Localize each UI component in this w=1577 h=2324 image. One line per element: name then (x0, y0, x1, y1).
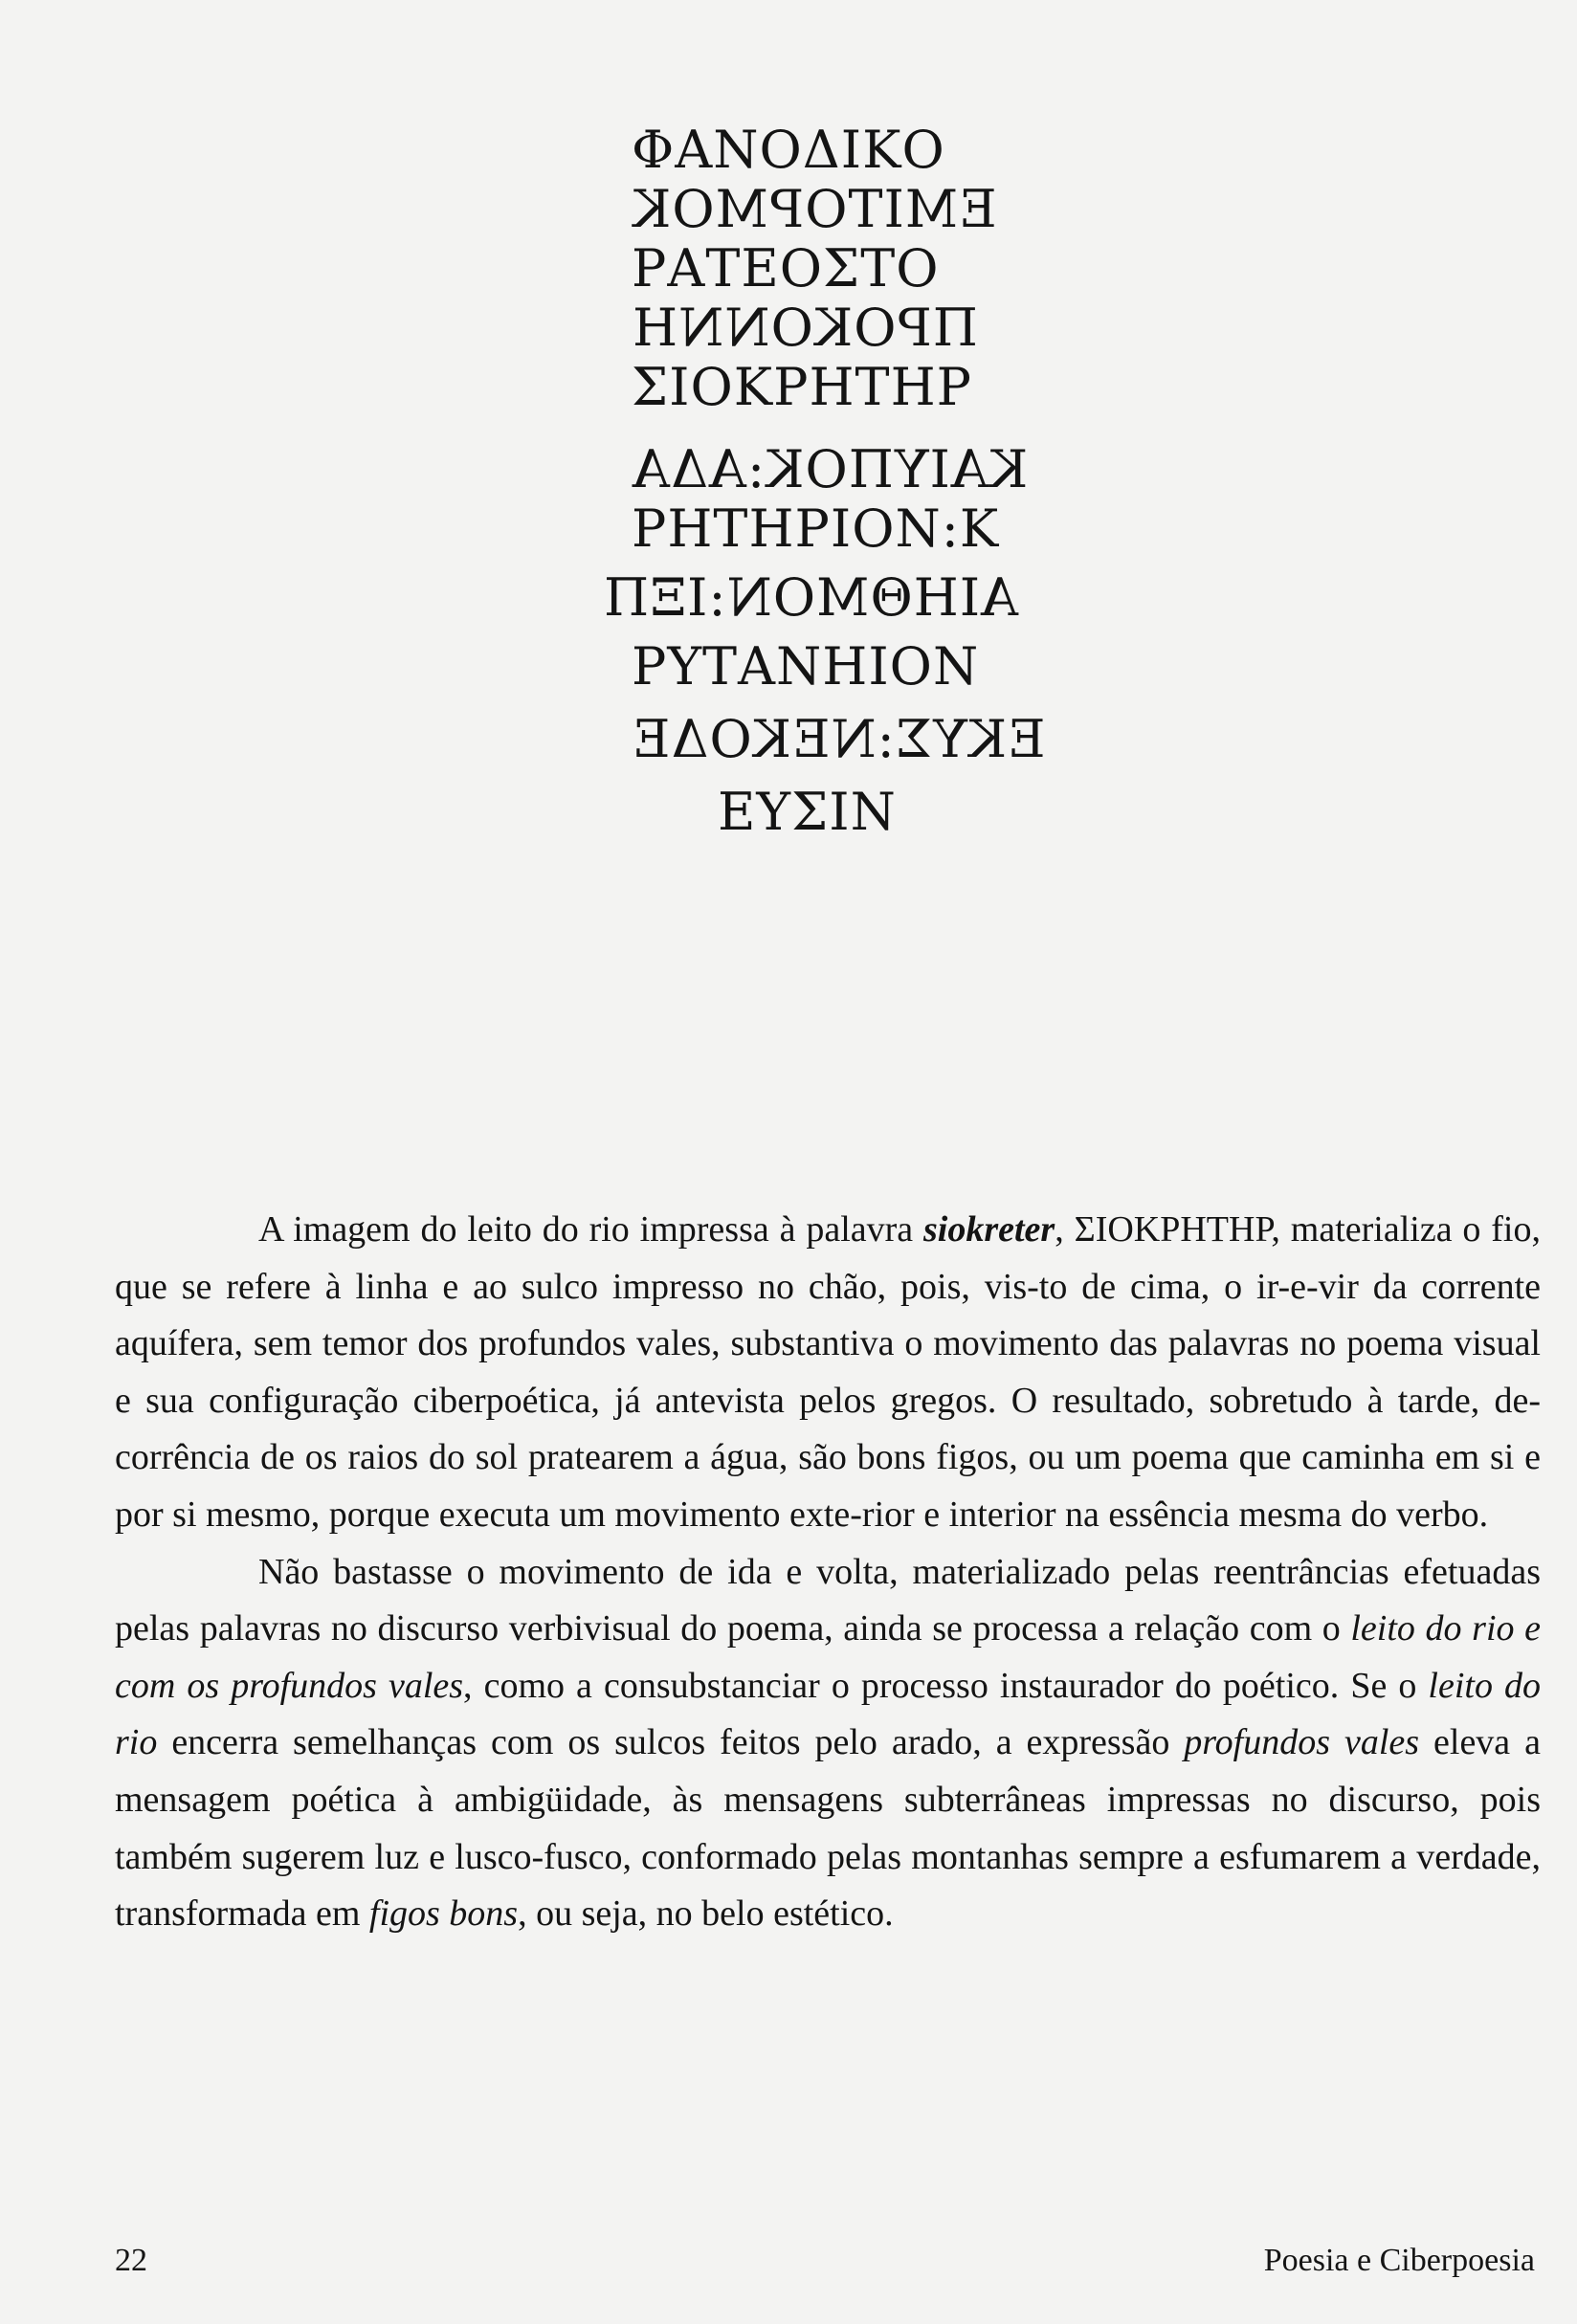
poem-line-11: ΕΥΣΙΝ (718, 782, 897, 842)
body-text (115, 1202, 1541, 1943)
term-siokreter: siokreter (923, 1209, 1055, 1250)
page-number: 22 (115, 2243, 147, 2278)
poem-line-7: ΡΗΤΗΡΙΟΝ:Κ (632, 498, 1000, 559)
poem-line-2: ΕΜΙΤΟΡΜΟΚ (632, 179, 997, 239)
poem-line-8: ΑΙΗΘΜΟΝ:ΙΞΠ (603, 567, 1019, 628)
poem-line-1: ΦΑΝΟΔΙΚΟ (632, 120, 945, 180)
poem-line-10: ΕΚΥΣ:ΝΕΚΟΔΕ (632, 709, 1046, 769)
poem-line-5: ΣΙΟΚΡΗΤΗΡ (632, 357, 972, 417)
poem-line-9: ΡΥΤΑΝΗΙΟΝ (632, 636, 980, 697)
paragraph-2: Não bastasse o movimento de ida e volta, materializado pelas reentrâncias efetuadas pelas palavras no discurso verbivisual do poema, ainda se processa a relação com o leito do rio e com os profundos vales, como a consubstanciar o processo instaurador do poético. Se o leito do rio encerra semelhanças com os sulcos feitos pelo arado, a expressão profundos vales eleva a mensagem poética à ambigüidade, às mensagens subterrâneas impressas no discurso, pois também sugerem luz e lusco-fusco, conformado pelas montanhas sempre a esfumarem a verdade, transformada em figos bons, ou seja, no belo estético. (115, 1551, 1542, 1935)
paragraph-1: A imagem do leito do rio impressa à palavra siokreter, ΣΙΟΚΡΗΤΗΡ, materializa o fio, que se refere à linha e ao sulco impresso no chão, pois, vis-to de cima, o ir-e-vir da corrente aquífera, sem temor dos profundos vales, substantiva o movimento das palavras no poema visual e sua configuração ciberpoética, já antevista pelos gregos. O resultado, sobretudo à tarde, de-corrência de os raios do sol pratearem a água, são bons figos, ou um poema que caminha em si e por si mesmo, porque executa um movimento exte-rior e interior na essência mesma do verbo. (115, 1209, 1541, 1535)
poem-line-6: ΚΑΙΥΠΟΚ:ΑΔΑ (632, 439, 1029, 499)
running-footer-title: Poesia e Ciberpoesia (1263, 2243, 1535, 2278)
poem-line-4: ΠΡΟΚΟΝΝΗ (632, 298, 978, 358)
poem-line-3: ΡΑΤΕΟΣΤΟ (632, 238, 940, 299)
